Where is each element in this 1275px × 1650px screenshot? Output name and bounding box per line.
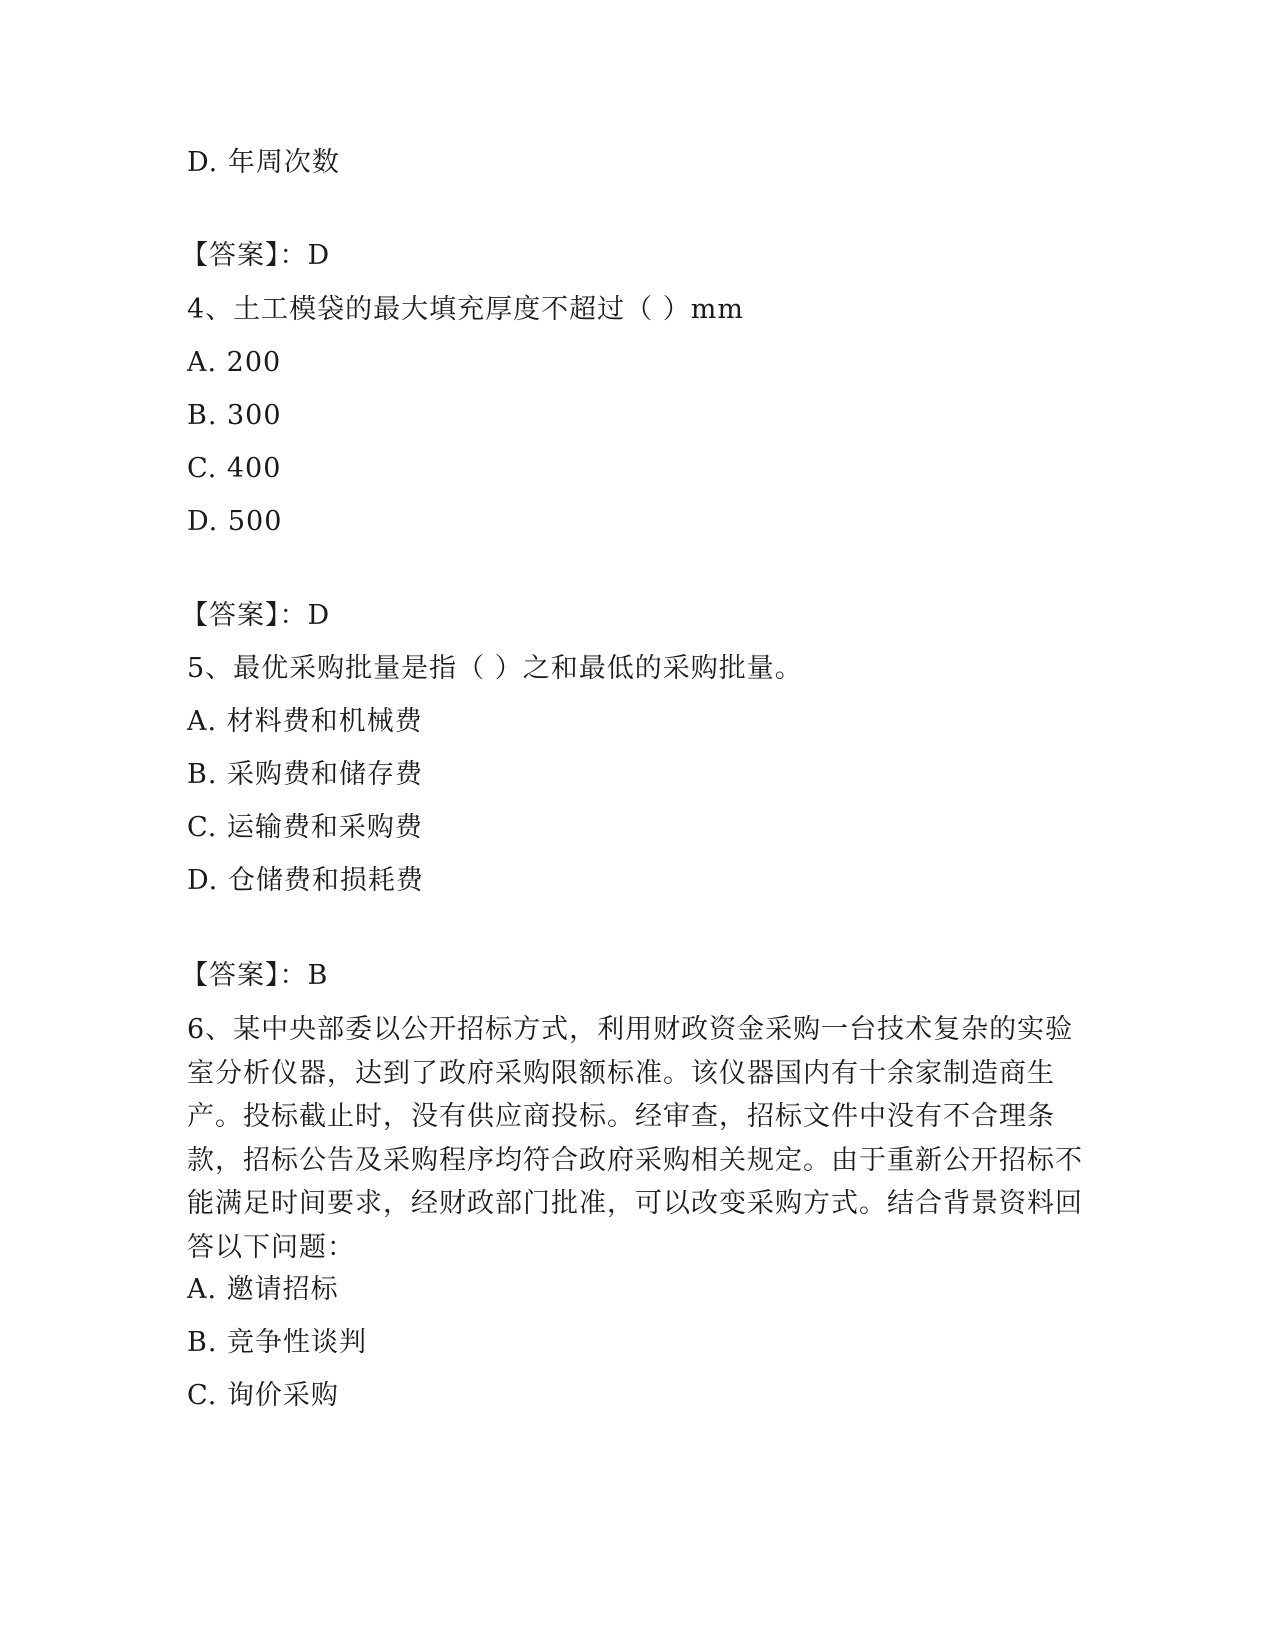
q4-answer: 【答案】：D (181, 600, 331, 631)
q4-stem: 4、土工模袋的最大填充厚度不超过（ ）mm (187, 294, 744, 325)
q5-answer: 【答案】：B (181, 960, 329, 991)
q4-option-d: D. 500 (187, 506, 283, 537)
q5-option-c: C. 运输费和采购费 (187, 812, 423, 843)
q6-option-b: B. 竞争性谈判 (187, 1327, 368, 1358)
q5-stem: 5、最优采购批量是指（ ）之和最低的采购批量。 (187, 653, 803, 684)
q4-option-b: B. 300 (187, 400, 282, 431)
q6-option-c: C. 询价采购 (187, 1380, 339, 1411)
q3-answer: 【答案】：D (181, 240, 331, 271)
q4-option-c: C. 400 (187, 453, 282, 484)
q5-option-d: D. 仓储费和损耗费 (187, 865, 424, 896)
q6-stem: 6、某中央部委以公开招标方式，利用财政资金采购一台技术复杂的实验室分析仪器，达到了政府采购限额标准。该仪器国内有十余家制造商生产。投标截止时，没有供应商投标。经审查，招标文件中没有不合理条款，招标公告及采购程序均符合政府采购相关规定。由于重新公开招标不能满足时间要求，经财政部门批准，可以改变采购方式。结合背景资料回答以下问题： (187, 1014, 1083, 1263)
q3-option-d: D. 年周次数 (187, 147, 340, 178)
q6-option-a: A. 邀请招标 (187, 1274, 339, 1305)
q5-option-b: B. 采购费和储存费 (187, 759, 424, 790)
q4-option-a: A. 200 (187, 347, 282, 378)
q5-option-a: A. 材料费和机械费 (187, 706, 423, 737)
